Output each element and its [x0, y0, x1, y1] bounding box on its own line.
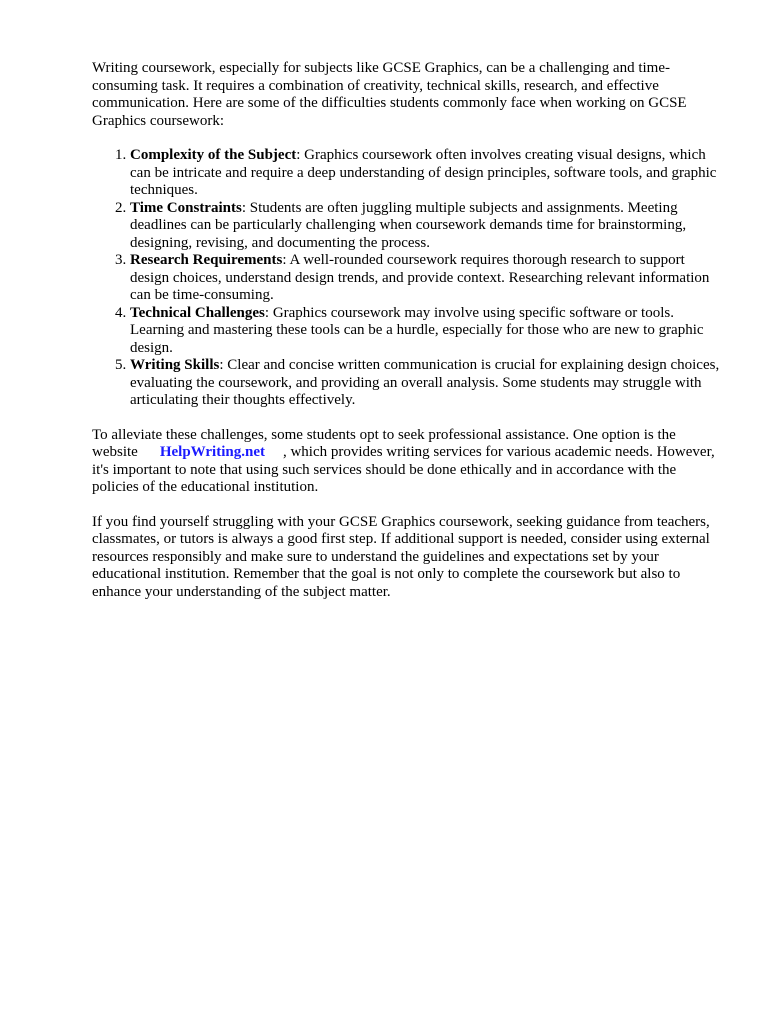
document-page [92, 60, 720, 601]
list-item [130, 252, 720, 305]
item-text: Graphics coursework often involves creating visual designs, which can be intricate and require a deep understanding of design principles, software tools, and graphic techniques. [130, 147, 717, 198]
assistance-text-before: To alleviate these challenges, some students opt to seek professional assistance. One option is the website [92, 426, 676, 460]
difficulties-list [92, 147, 720, 410]
list-item [130, 200, 720, 253]
assistance-paragraph [92, 427, 720, 497]
item-separator: : [296, 147, 301, 163]
item-title: Research Requirements [130, 252, 283, 268]
helpwriting-link[interactable]: HelpWriting.net [159, 444, 265, 460]
intro-paragraph: Writing coursework, especially for subjects like GCSE Graphics, can be a challenging and time-consuming task. It requires a combination of creativity, technical skills, research, and effective communication. Here are some of the difficulties students commonly face when working on GCSE Graphics coursework: [92, 60, 687, 129]
item-text: Clear and concise written communication is crucial for explaining design choices, evaluating the coursework, and providing an overall analysis. Some students may struggle with articulating their thoughts effectively. [130, 357, 720, 408]
list-item [130, 357, 720, 410]
item-title: Writing Skills [130, 357, 220, 373]
item-text: Graphics coursework may involve using specific software or tools. Learning and mastering these tools can be a hurdle, especially for those who are new to graphic design. [130, 304, 704, 356]
item-separator: : [282, 252, 287, 268]
item-title: Technical Challenges [130, 304, 265, 321]
item-separator: : [219, 357, 224, 373]
list-item [130, 147, 720, 200]
list-item [130, 305, 720, 358]
item-title: Complexity of the Subject [130, 147, 297, 163]
closing-paragraph: If you find yourself struggling with your GCSE Graphics coursework, seeking guidance from teachers, classmates, or tutors is always a good first step. If additional support is needed, consider using external resources responsibly and make sure to understand the guidelines and expectations set by your educational institution. Remember that the goal is not only to complete the coursework but also to enhance your understanding of the subject matter. [92, 513, 710, 600]
item-separator: : [264, 304, 270, 321]
item-text: Students are often juggling multiple subjects and assignments. Meeting deadlines can be particularly challenging when coursework demands time for brainstorming, designing, revising, and documenting the process. [130, 199, 687, 251]
assistance-text-after: , which provides writing services for various academic needs. However, it's important to note that using such services should be done ethically and in accordance with the policies of the educational institution. [92, 444, 715, 495]
item-title: Time Constraints [130, 199, 242, 216]
item-separator: : [241, 199, 246, 216]
item-text: A well-rounded coursework requires thorough research to support design choices, understand design trends, and provide context. Researching relevant information can be time-consuming. [130, 252, 710, 303]
